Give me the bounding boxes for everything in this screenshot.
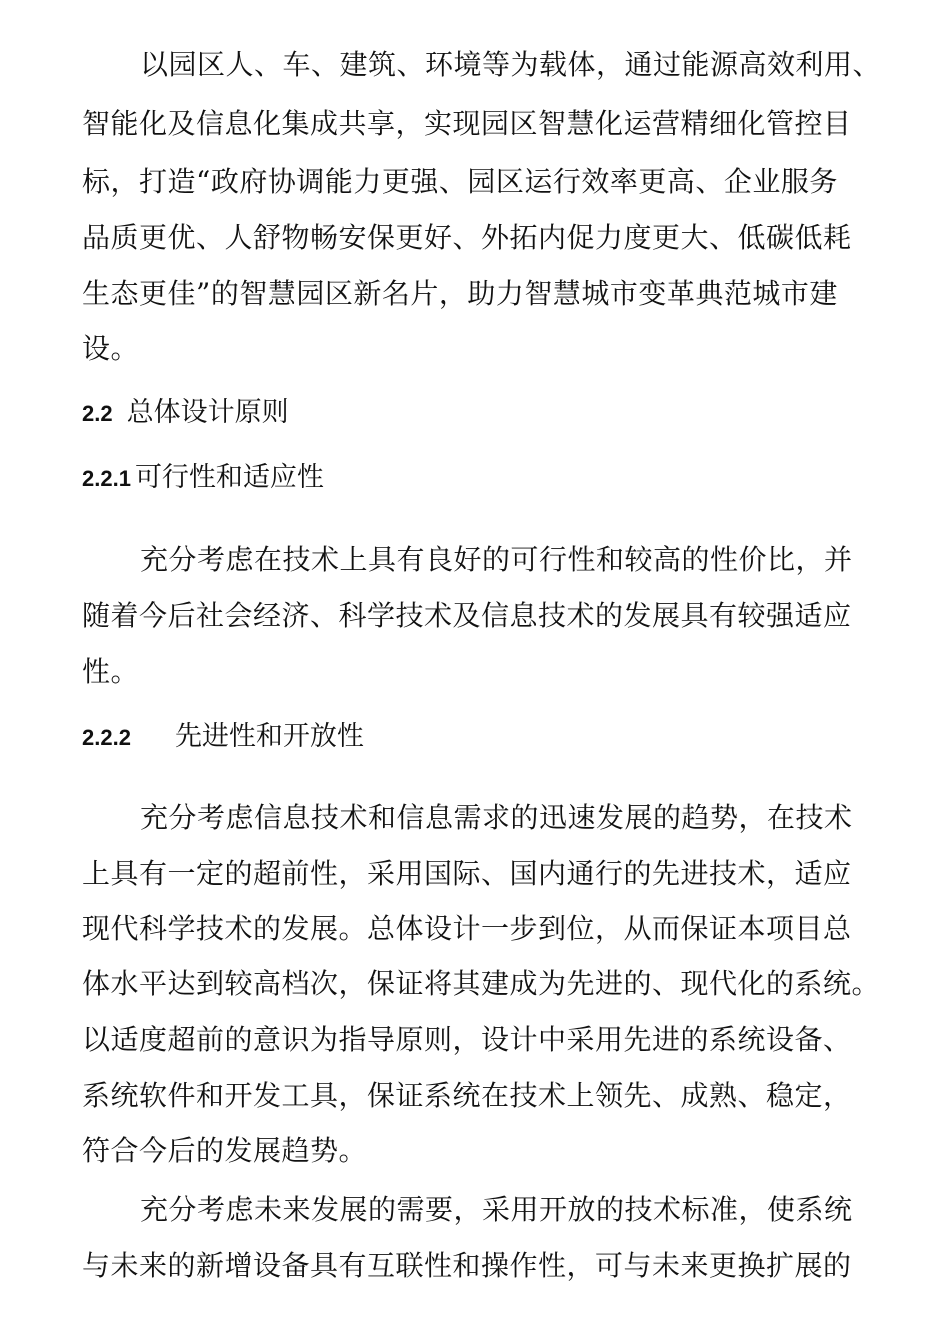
paragraph-line: 随着今后社会经济、科学技术及信息技术的发展具有较强适应 <box>82 599 852 632</box>
paragraph-line: 以园区人、车、建筑、环境等为载体，通过能源高效利用、 <box>140 48 882 81</box>
paragraph-line: 充分考虑未来发展的需要，采用开放的技术标准，使系统 <box>140 1193 853 1226</box>
paragraph-line: 符合今后的发展趋势。 <box>82 1134 368 1167</box>
paragraph-line: 系统软件和开发工具，保证系统在技术上领先、成熟、稳定， <box>82 1079 852 1112</box>
section-number: 2.2.2 <box>82 725 131 750</box>
section-heading-2-2 <box>82 393 289 434</box>
paragraph-line: 品质更优、人舒物畅安保更好、外拓内促力度更大、低碳低耗 <box>82 221 852 254</box>
paragraph-line: 现代科学技术的发展。总体设计一步到位，从而保证本项目总 <box>82 912 852 945</box>
paragraph-line: 性。 <box>82 655 140 688</box>
section-heading-2-2-1 <box>82 458 324 499</box>
section-number: 2.2.1 <box>82 466 131 491</box>
paragraph-line: 与未来的新增设备具有互联性和操作性，可与未来更换扩展的 <box>82 1249 852 1282</box>
paragraph-line: 标，打造“政府协调能力更强、园区运行效率更高、企业服务 <box>82 165 838 198</box>
paragraph-line: 以适度超前的意识为指导原则，设计中采用先进的系统设备、 <box>82 1023 852 1056</box>
paragraph-line: 上具有一定的超前性，采用国际、国内通行的先进技术，适应 <box>82 857 852 890</box>
paragraph-line: 设。 <box>82 332 140 365</box>
paragraph-line: 充分考虑在技术上具有良好的可行性和较高的性价比，并 <box>140 543 853 576</box>
section-title: 总体设计原则 <box>126 397 289 428</box>
section-title: 先进性和开放性 <box>174 721 364 752</box>
section-heading-2-2-2 <box>82 717 364 758</box>
paragraph-line: 生态更佳”的智慧园区新名片，助力智慧城市变革典范城市建 <box>82 277 838 310</box>
paragraph-line: 充分考虑信息技术和信息需求的迅速发展的趋势，在技术 <box>140 801 853 834</box>
paragraph-line: 体水平达到较高档次，保证将其建成为先进的、现代化的系统。 <box>82 967 881 1000</box>
paragraph-line: 智能化及信息化集成共享，实现园区智慧化运营精细化管控目 <box>82 107 852 140</box>
section-title: 可行性和适应性 <box>134 462 324 493</box>
section-number: 2.2 <box>82 401 113 426</box>
